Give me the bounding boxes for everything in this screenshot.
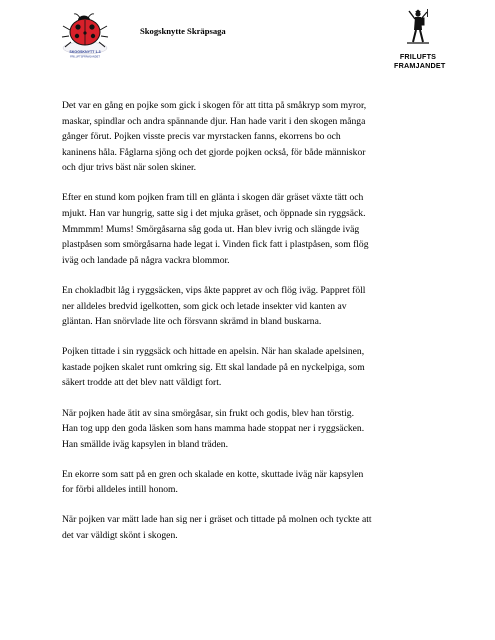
paragraph bbox=[62, 283, 442, 330]
header-title: Skogsknytte Skräpsaga bbox=[140, 26, 226, 36]
text-line: Han smällde iväg kapsylen in bland träden. bbox=[62, 438, 228, 450]
paragraph bbox=[62, 98, 442, 176]
text-line: for förbi alldeles intill honom. bbox=[62, 484, 178, 496]
text-line: plastpåsen som smörgåsarna hade legat i. Vinden fick fatt i plastpåsen, som flög bbox=[62, 239, 369, 251]
friluftsframjandet-logo bbox=[394, 8, 446, 76]
text-line: Pojken tittade i sin ryggsäck och hittade en apelsin. När han skalade apelsinen, bbox=[62, 346, 365, 358]
text-line: När pojken hade ätit av sina smörgåsar, sin frukt och godis, blev han törstig. bbox=[62, 407, 354, 419]
story-text bbox=[62, 98, 442, 558]
ladybug-logo-caption-1: SKOGSKNYTT 1-3 bbox=[69, 50, 101, 54]
text-line: maskar, spindlar och andra spännande djur. Han hade varit i den skogen många bbox=[62, 115, 366, 127]
paragraph bbox=[62, 190, 442, 268]
text-line: och djur trivs bäst när solen skiner. bbox=[62, 162, 197, 174]
paragraph bbox=[62, 344, 442, 391]
text-line: det var väldigt skönt i skogen. bbox=[62, 530, 178, 542]
logo-text-line-2: FRAMJANDET bbox=[394, 61, 446, 70]
text-line: kastade pojken skalet runt omkring sig. Ett skal landade på en nyckelpiga, som bbox=[62, 361, 365, 373]
paragraph bbox=[62, 512, 442, 543]
text-line: iväg och landade på några vackra blommor. bbox=[62, 254, 230, 266]
text-line: mjukt. Han var hungrig, satte sig i det mjuka gräset, och öppnade sin ryggsäck. bbox=[62, 208, 366, 220]
skier-figure-icon bbox=[406, 8, 430, 48]
text-line: När pojken var mätt lade han sig ner i gräset och tittade på molnen och tyckte att bbox=[62, 514, 372, 526]
text-line: Det var en gång en pojke som gick i skogen för att titta på småkryp som myror, bbox=[62, 100, 367, 111]
text-line: Mmmmm! Mums! Smörgåsarna såg goda ut. Han blev ivrig och slängde iväg bbox=[62, 223, 360, 235]
text-line: ner alldeles bredvid igelkotten, som gick och letade insekter vid kanten av bbox=[62, 300, 347, 312]
text-line: säkert trodde att det blev natt väldigt fort. bbox=[62, 377, 222, 389]
paragraph bbox=[62, 467, 442, 498]
text-line: Efter en stund kom pojken fram till en glänta i skogen där gräset växte tätt och bbox=[62, 192, 364, 204]
logo-text-line-1: FRILUFTS bbox=[399, 52, 437, 61]
text-line: kaninens håla. Fåglarna sjöng och det gjorde pojken också, för både människor bbox=[62, 146, 366, 158]
ladybug-icon bbox=[60, 12, 110, 64]
text-line: gläntan. Han snörvlade lite och försvann skrämd in bland buskarna. bbox=[62, 316, 322, 328]
ladybug-logo-caption-2: FRILUFTSFRÄMJANDET bbox=[70, 55, 100, 59]
text-line: En chokladbit låg i ryggsäcken, vips åkte pappret av och flög iväg. Pappret föll bbox=[62, 284, 366, 296]
text-line: gånger förut. Pojken visste precis var myrstacken fanns, ekorrens bo och bbox=[62, 131, 341, 143]
paragraph bbox=[62, 406, 442, 453]
text-line: Han tog upp den goda läsken som hans mamma hade stoppat ner i ryggsäcken. bbox=[62, 423, 365, 435]
ladybug-logo bbox=[60, 12, 110, 64]
text-line: En ekorre som satt på en gren och skalade en kotte, skuttade iväg när kapsylen bbox=[62, 468, 364, 480]
